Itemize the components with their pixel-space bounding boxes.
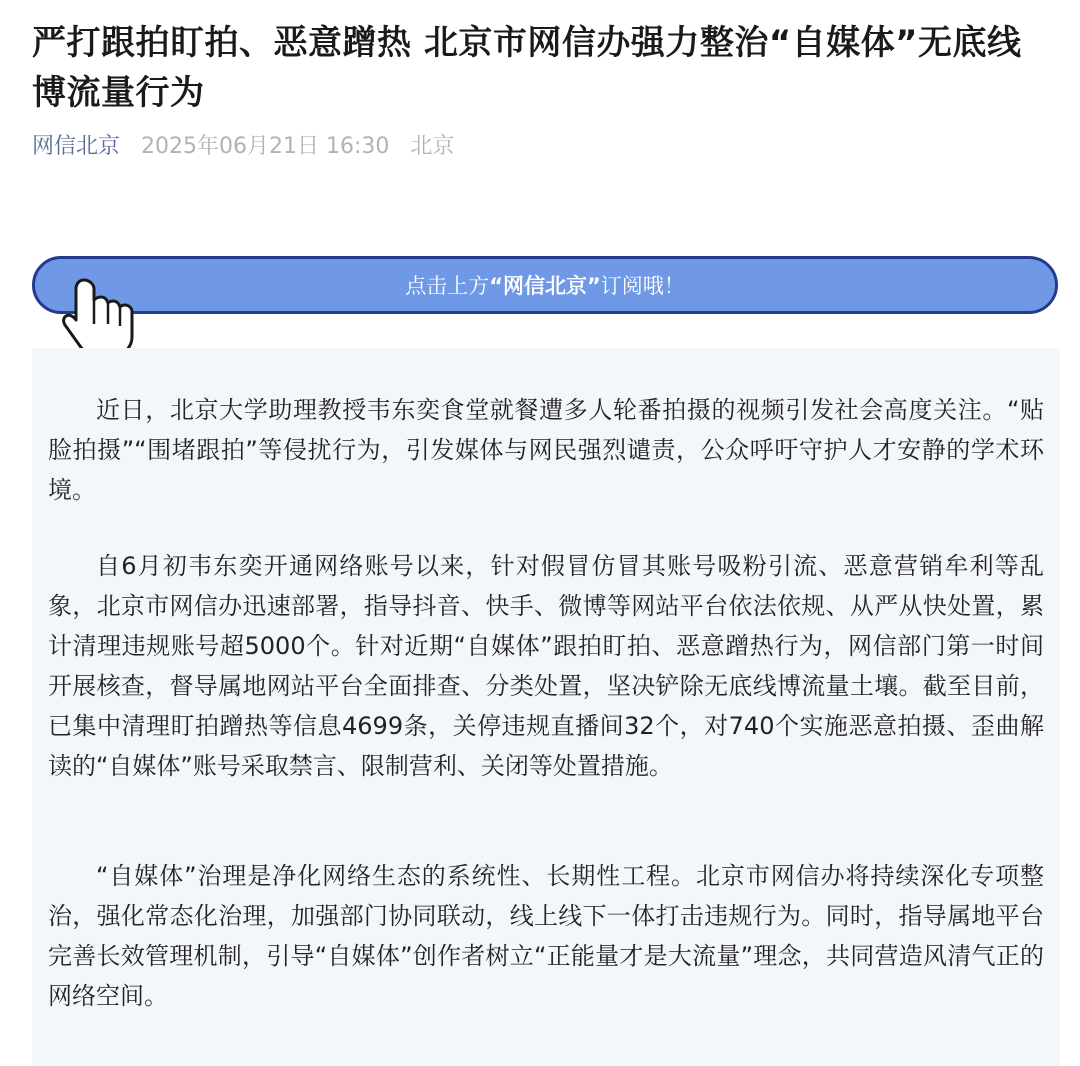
publish-location: 北京 (410, 134, 455, 159)
article-content (32, 348, 1060, 1066)
paragraph: 自6月初韦东奕开通网络账号以来，针对假冒仿冒其账号吸粉引流、恶意营销牟利等乱象，北京市网信办迅速部署，指导抖音、快手、微博等网站平台依法依规、从严从快处置，累计清理违规账号超5000个。针对近期“自媒体”跟拍盯拍、恶意蹭热行为，网信部门第一时间开展核查，督导属地网站平台全面排查、分类处置，坚决铲除无底线博流量土壤。截至目前，已集中清理盯拍蹭热等信息4699条，关停违规直播间32个，对740个实施恶意拍摄、歪曲解读的“自媒体”账号采取禁言、限制营利、关闭等处置措施。 (48, 552, 1044, 780)
subscribe-prefix: 点击上方 (405, 274, 490, 298)
subscribe-banner[interactable] (32, 256, 1058, 314)
article-title: 严打跟拍盯拍、恶意蹭热 北京市网信办强力整治“自媒体”无底线博流量行为 (32, 23, 1022, 113)
publish-datetime: 2025年06月21日 16:30 (141, 134, 390, 159)
paragraph: 近日，北京大学助理教授韦东奕食堂就餐遭多人轮番拍摄的视频引发社会高度关注。“贴脸拍摄”“围堵跟拍”等侵扰行为，引发媒体与网民强烈谴责，公众呼吁守护人才安静的学术环境。 (48, 396, 1044, 504)
account-name-link[interactable]: 网信北京 (32, 134, 121, 159)
article-meta (32, 128, 454, 166)
subscribe-suffix: 订阅哦！ (600, 274, 685, 298)
paragraph: “自媒体”治理是净化网络生态的系统性、长期性工程。北京市网信办将持续深化专项整治，强化常态化治理，加强部门协同联动，线上线下一体打击违规行为。同时，指导属地平台完善长效管理机制，引导“自媒体”创作者树立“正能量才是大流量”理念，共同营造风清气正的网络空间。 (48, 862, 1044, 1010)
subscribe-account-name: “网信北京” (489, 274, 601, 298)
